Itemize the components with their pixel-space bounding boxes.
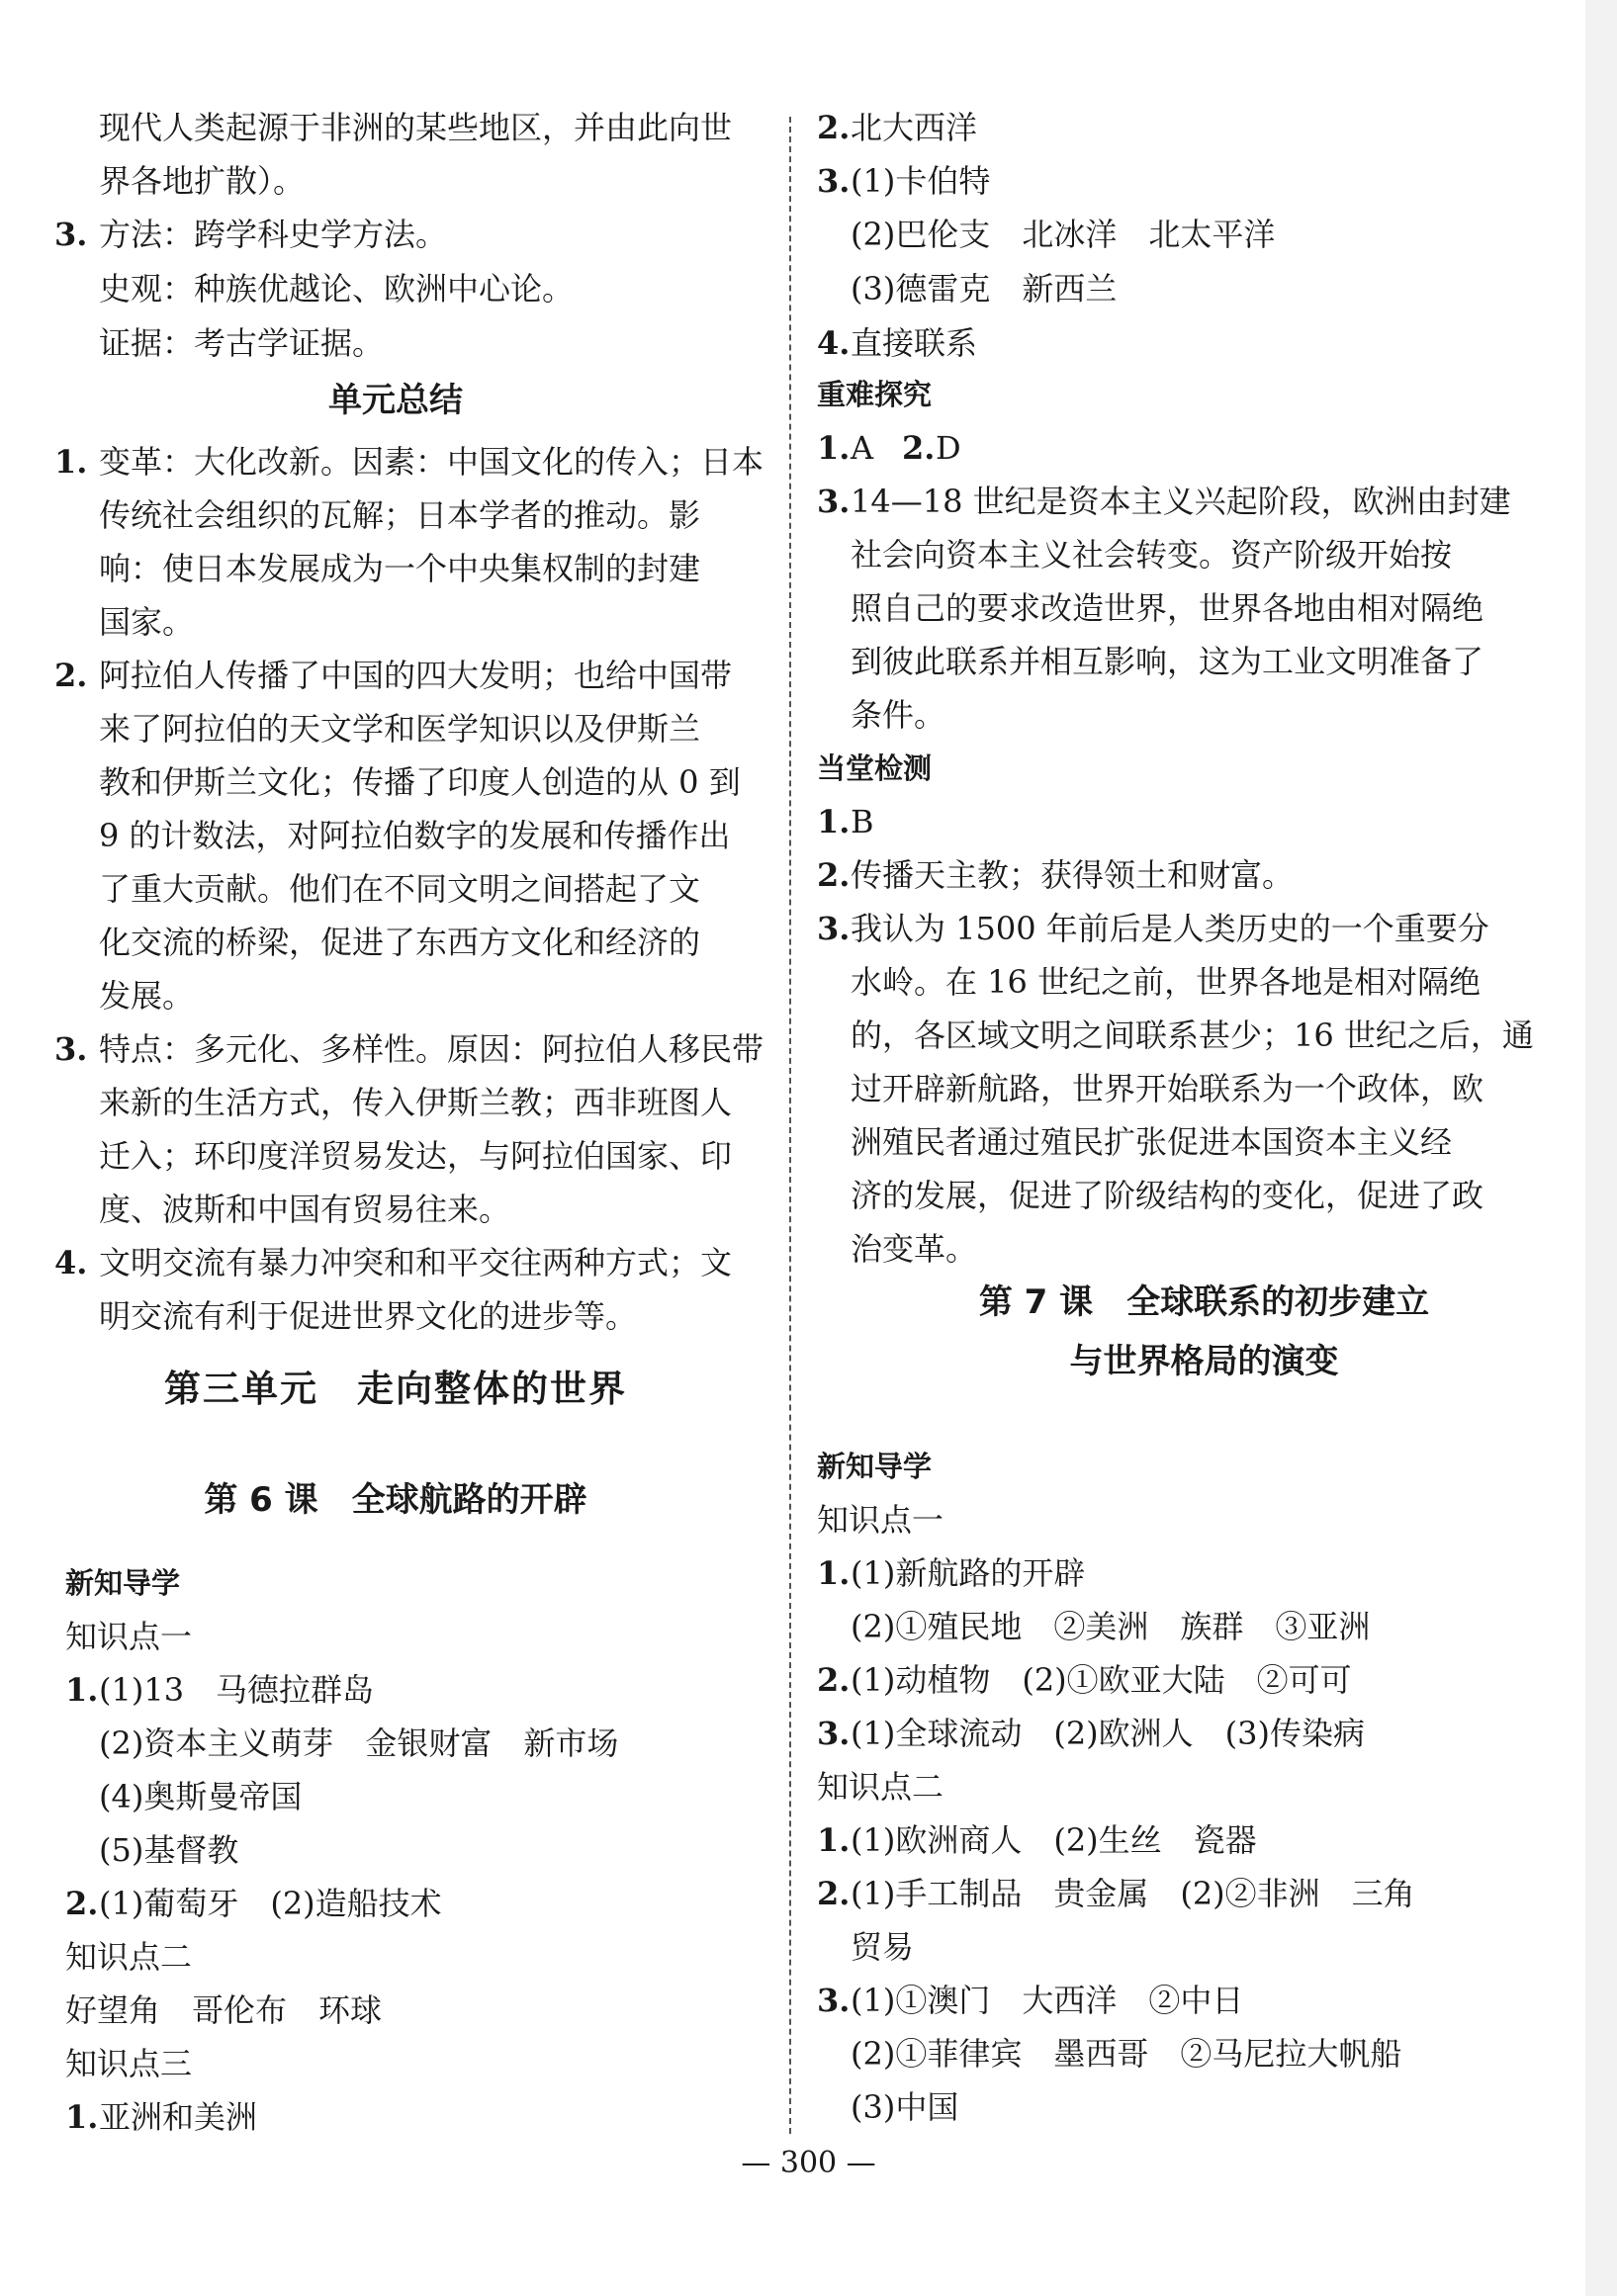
intro-line: 界各地扩散）。 (99, 162, 306, 200)
answer-line: (2)①殖民地 ②美洲 族群 ③亚洲 (851, 1608, 1371, 1645)
section-heading: 重难探究 (817, 378, 933, 411)
summary-line: 教和伊斯兰文化；传播了印度人创造的从 0 到 (99, 763, 741, 801)
item-number: 1. (817, 429, 851, 467)
answer-line: 直接联系 (851, 324, 978, 362)
knowledge-point-label: 知识点三 (65, 2045, 193, 2082)
summary-line: 9 的计数法，对阿拉伯数字的发展和传播作出 (99, 817, 731, 854)
lesson-6-title: 第 6 课 全球航路的开辟 (204, 1480, 587, 1520)
item-number: 1. (54, 443, 88, 481)
lesson-7-title: 第 7 课 全球联系的初步建立 (978, 1282, 1430, 1322)
summary-line: 文明交流有暴力冲突和和平交往两种方式；文 (99, 1244, 733, 1281)
answer-line: 洲殖民者通过殖民扩张促进本国资本主义经 (851, 1123, 1453, 1161)
item-number: 3. (817, 910, 851, 947)
summary-line: 国家。 (99, 603, 195, 641)
summary-line: 了重大贡献。他们在不同文明之间搭起了文 (99, 870, 701, 908)
answer-line: (4)奥斯曼帝国 (99, 1778, 303, 1815)
item-number: 3. (817, 483, 851, 520)
item-number: 3. (817, 162, 851, 200)
answer-line: (1)全球流动 (2)欧洲人 (3)传染病 (851, 1715, 1365, 1752)
knowledge-point-label: 知识点二 (65, 1938, 193, 1976)
intro-line: 史观：种族优越论、欧洲中心论。 (99, 270, 575, 308)
item-number: 3. (54, 216, 88, 253)
item-number: 3. (54, 1030, 88, 1068)
item-number: 4. (54, 1244, 88, 1281)
answer-line: (1)葡萄牙 (2)造船技术 (99, 1885, 442, 1922)
answer-line: 社会向资本主义社会转变。资产阶级开始按 (851, 536, 1453, 574)
item-number: 2. (817, 1661, 851, 1699)
intro-line: 证据：考古学证据。 (99, 324, 385, 362)
unit-title: 第三单元 走向整体的世界 (164, 1368, 627, 1410)
answer-line: 好望角 哥伦布 环球 (65, 1991, 383, 2029)
answer-line: 到彼此联系并相互影响，这为工业文明准备了 (851, 643, 1484, 680)
summary-line: 变革：大化改新。因素：中国文化的传入；日本 (99, 443, 764, 481)
summary-line: 化交流的桥梁，促进了东西方文化和经济的 (99, 924, 701, 961)
summary-line: 响：使日本发展成为一个中央集权制的封建 (99, 550, 701, 587)
item-number: 3. (817, 1982, 851, 2019)
item-number: 2. (817, 856, 851, 894)
answer-line: 济的发展，促进了阶级结构的变化，促进了政 (851, 1177, 1484, 1214)
answer-line: 14—18 世纪是资本主义兴起阶段，欧洲由封建 (851, 483, 1511, 520)
answer-line: 贸易 (851, 1928, 915, 1966)
answer-line: (1)13 马德拉群岛 (99, 1671, 375, 1709)
answer-line: 北大西洋 (851, 109, 978, 146)
unit-summary-title: 单元总结 (328, 381, 463, 420)
section-heading: 新知导学 (65, 1566, 181, 1600)
summary-line: 明交流有利于促进世界文化的进步等。 (99, 1297, 638, 1335)
item-number: 1. (65, 1671, 99, 1709)
item-number: 2. (817, 109, 851, 146)
answer-line: D (936, 429, 961, 467)
knowledge-point-label: 知识点一 (817, 1501, 944, 1539)
answer-line: 过开辟新航路，世界开始联系为一个政体，欧 (851, 1070, 1484, 1107)
item-number: 2. (902, 429, 936, 467)
answer-line: (2)①菲律宾 墨西哥 ②马尼拉大帆船 (851, 2035, 1402, 2073)
lesson-7-subtitle: 与世界格局的演变 (1069, 1342, 1339, 1381)
item-number: 1. (65, 2098, 99, 2136)
intro-line: 现代人类起源于非洲的某些地区，并由此向世 (99, 109, 733, 146)
answer-line: B (851, 803, 874, 840)
answer-line: (3)中国 (851, 2088, 959, 2126)
answer-line: A (851, 429, 874, 467)
answer-line: 治变革。 (851, 1230, 978, 1268)
summary-line: 传统社会组织的瓦解；日本学者的推动。影 (99, 496, 701, 534)
answer-line: (1)欧洲商人 (2)生丝 瓷器 (851, 1821, 1257, 1859)
item-number: 2. (65, 1885, 99, 1922)
answer-line: (1)动植物 (2)①欧亚大陆 ②可可 (851, 1661, 1352, 1699)
answer-line: (2)巴伦支 北冰洋 北太平洋 (851, 216, 1276, 253)
section-heading: 当堂检测 (817, 751, 933, 785)
section-heading: 新知导学 (817, 1450, 933, 1483)
answer-line: 传播天主教；获得领土和财富。 (851, 856, 1295, 894)
knowledge-point-label: 知识点二 (817, 1768, 944, 1806)
page-edge-shade (1585, 0, 1617, 2296)
item-number: 1. (817, 803, 851, 840)
summary-line: 迁入；环印度洋贸易发达，与阿拉伯国家、印 (99, 1137, 733, 1175)
column-divider (789, 117, 791, 2134)
answer-line: 水岭。在 16 世纪之前，世界各地是相对隔绝 (851, 963, 1482, 1001)
item-number: 4. (817, 324, 851, 362)
page-number: — 300 — (741, 2146, 876, 2180)
answer-line: 条件。 (851, 696, 946, 734)
summary-line: 阿拉伯人传播了中国的四大发明；也给中国带 (99, 657, 733, 694)
item-number: 3. (817, 1715, 851, 1752)
item-number: 2. (54, 657, 88, 694)
answer-line: 照自己的要求改造世界，世界各地由相对隔绝 (851, 589, 1484, 627)
summary-line: 发展。 (99, 977, 195, 1015)
answer-line: (2)资本主义萌芽 金银财富 新市场 (99, 1724, 619, 1762)
item-number: 2. (817, 1875, 851, 1912)
answer-line: 我认为 1500 年前后是人类历史的一个重要分 (851, 910, 1489, 947)
summary-line: 来了阿拉伯的天文学和医学知识以及伊斯兰 (99, 710, 701, 748)
intro-line: 方法：跨学科史学方法。 (99, 216, 448, 253)
answer-line: (5)基督教 (99, 1831, 239, 1869)
summary-line: 来新的生活方式，传入伊斯兰教；西非班图人 (99, 1084, 733, 1121)
answer-line: 亚洲和美洲 (99, 2098, 258, 2136)
item-number: 1. (817, 1821, 851, 1859)
answer-line: (1)卡伯特 (851, 162, 991, 200)
answer-line: 的，各区域文明之间联系甚少；16 世纪之后，通 (851, 1016, 1534, 1054)
summary-line: 度、波斯和中国有贸易往来。 (99, 1191, 511, 1228)
summary-line: 特点：多元化、多样性。原因：阿拉伯人移民带 (99, 1030, 764, 1068)
answer-line: (1)新航路的开辟 (851, 1554, 1086, 1592)
knowledge-point-label: 知识点一 (65, 1618, 193, 1655)
answer-line: (1)①澳门 大西洋 ②中日 (851, 1982, 1244, 2019)
answer-line: (1)手工制品 贵金属 (2)②非洲 三角 (851, 1875, 1415, 1912)
item-number: 1. (817, 1554, 851, 1592)
answer-line: (3)德雷克 新西兰 (851, 270, 1118, 308)
